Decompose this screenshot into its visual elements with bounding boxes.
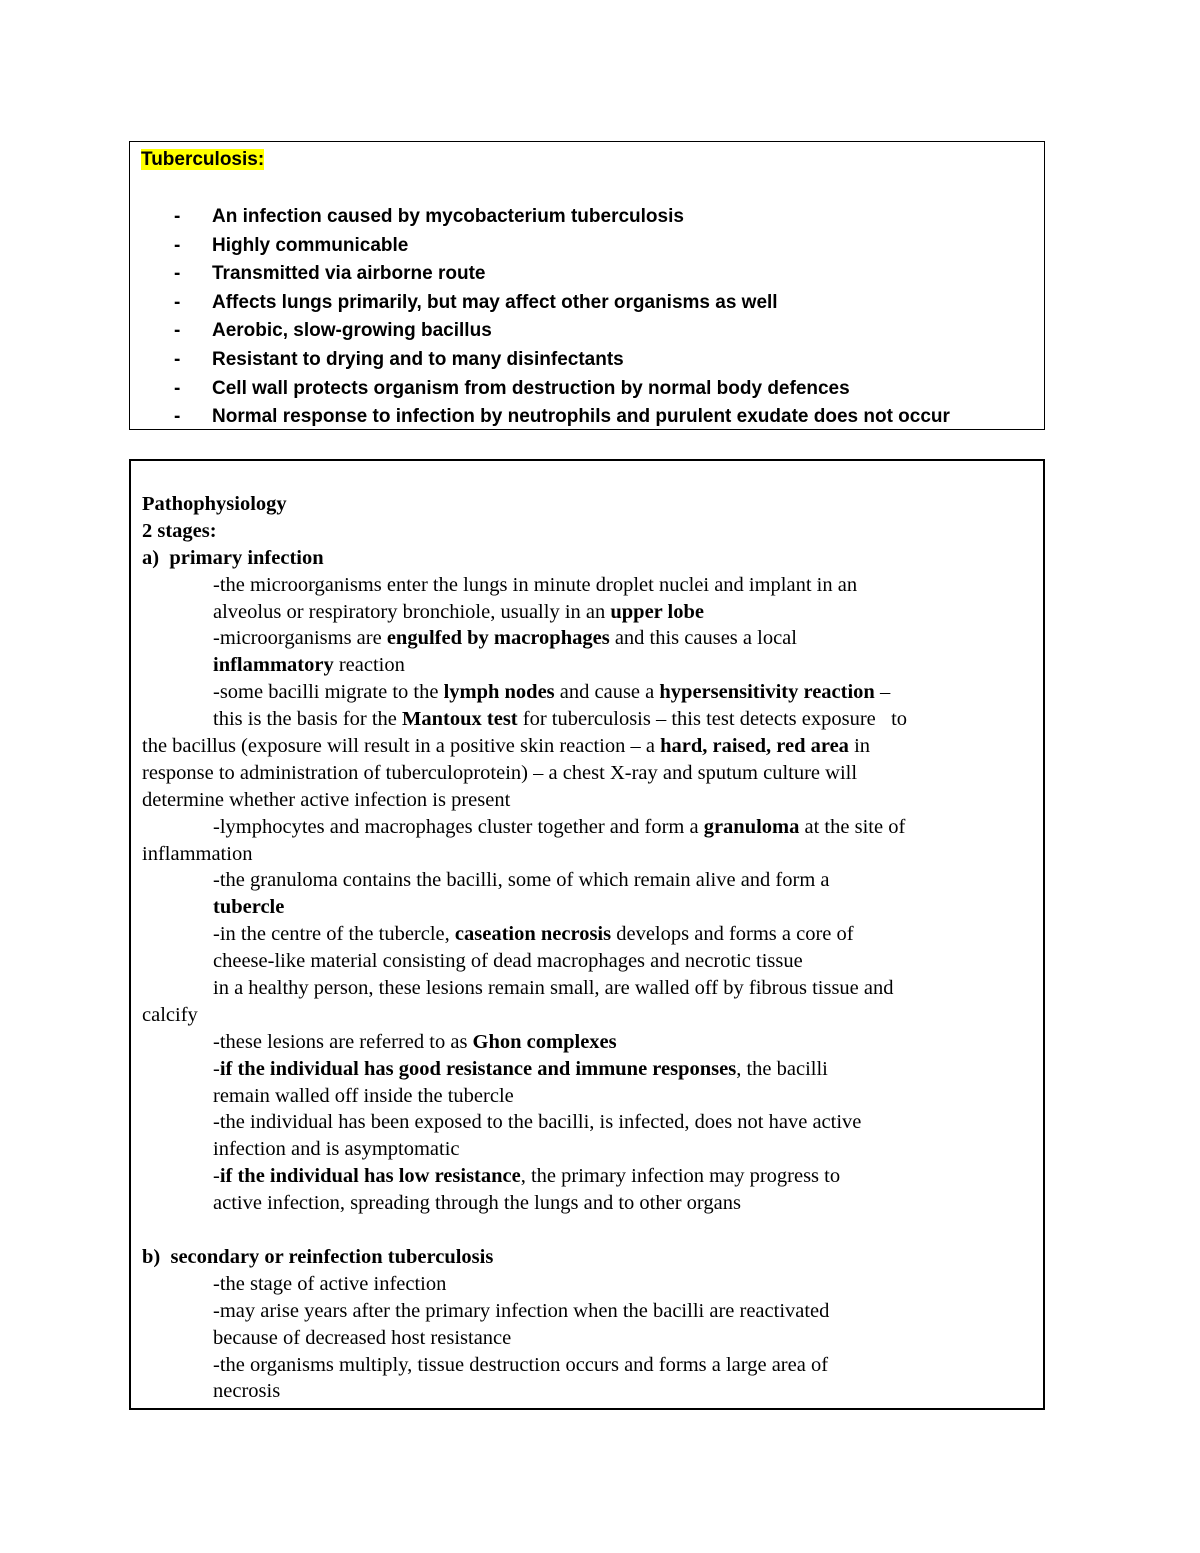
text-line: this is the basis for the Mantoux test for tuberculosis – this test detects exposure to (213, 708, 908, 731)
text-line: because of decreased host resistance (213, 1326, 512, 1349)
text-line: -the granuloma contains the bacilli, some of which remain alive and form a (213, 869, 830, 892)
text-line: determine whether active infection is present (142, 788, 511, 811)
text-line: remain walled off inside the tubercle (213, 1084, 514, 1107)
text-line: alveolus or respiratory bronchiole, usually in an upper lobe (213, 600, 704, 623)
text-line: -in the centre of the tubercle, caseation necrosis develops and forms a core of (213, 923, 854, 946)
text-line: necrosis (213, 1380, 281, 1403)
text-line: in a healthy person, these lesions remain small, are walled off by fibrous tissue and (213, 977, 894, 1000)
text-line: -the stage of active infection (213, 1272, 447, 1295)
text-line: -some bacilli migrate to the lymph nodes and cause a hypersensitivity reaction – (213, 681, 891, 704)
text-line: -the individual has been exposed to the bacilli, is infected, does not have active (213, 1111, 862, 1134)
text-line: infection and is asymptomatic (213, 1138, 460, 1161)
pathophysiology-box (129, 459, 1045, 1410)
pathophysiology-text (142, 491, 1037, 1405)
text-line: -the microorganisms enter the lungs in minute droplet nuclei and implant in an (213, 573, 858, 596)
text-line: -may arise years after the primary infection when the bacilli are reactivated (213, 1299, 830, 1322)
tuberculosis-box: Tuberculosis: - An infection caused by mycobacterium tuberculosis - Highly communicable - Transmitted via airborne route - Affects lungs primarily, but may affect other organisms as well - Aerobic, slow-growing bacillus - Resistant to drying and to many disinfectants - Cell wall protects organism from destruction by normal body defences - Normal response to infection by neutrophils and purulent exudate does not occur (129, 141, 1045, 430)
text-line: tubercle (213, 896, 285, 919)
highlighted-title: Tuberculosis: (141, 149, 265, 170)
text-line: calcify (142, 1003, 198, 1026)
text-line: -lymphocytes and macrophages cluster together and form a granuloma at the site of (213, 815, 906, 838)
text-line: active infection, spreading through the lungs and to other organs (213, 1192, 741, 1215)
text-line: -the organisms multiply, tissue destruction occurs and forms a large area of (213, 1353, 829, 1376)
text-line: cheese-like material consisting of dead macrophages and necrotic tissue (213, 950, 803, 973)
text-line: the bacillus (exposure will result in a positive skin reaction – a hard, raised, red area in (142, 735, 871, 758)
text-line: -these lesions are referred to as Ghon complexes (213, 1030, 617, 1053)
section-heading: Pathophysiology (142, 493, 287, 515)
stages-heading: 2 stages: (142, 519, 217, 542)
stage-b-heading: b) secondary or reinfection tuberculosis (142, 1245, 494, 1268)
text-line: -microorganisms are engulfed by macrophages and this causes a local (213, 627, 797, 650)
stage-a-heading: a) primary infection (142, 546, 324, 569)
spacer (142, 1217, 1037, 1244)
text-line: inflammation (142, 842, 253, 865)
tuberculosis-title (141, 148, 264, 172)
text-line: response to administration of tuberculoprotein) – a chest X-ray and sputum culture will (142, 761, 858, 784)
text-line: -if the individual has low resistance, the primary infection may progress to (213, 1165, 841, 1188)
text-line: -if the individual has good resistance and immune responses, the bacilli (213, 1057, 828, 1080)
text-line: inflammatory reaction (213, 654, 405, 677)
